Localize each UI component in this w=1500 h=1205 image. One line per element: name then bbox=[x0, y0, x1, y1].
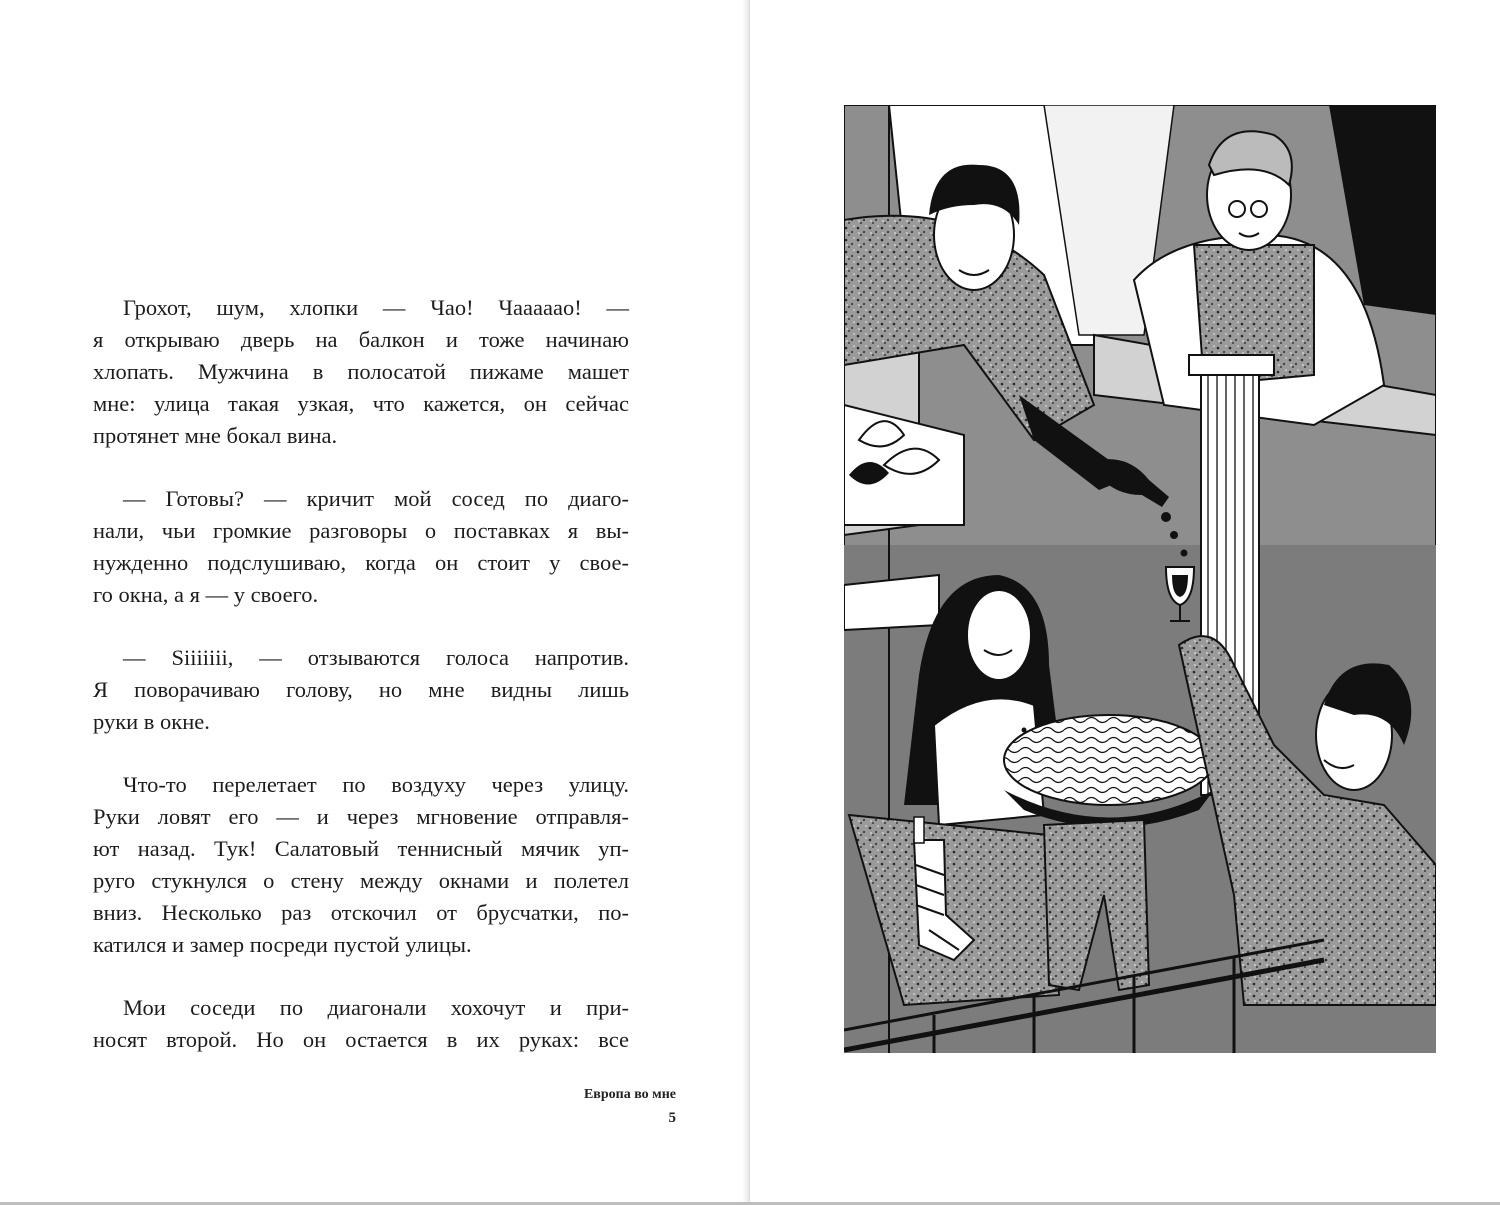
text-line: нали, чьи громкие разговоры о поставках я вы- bbox=[93, 518, 629, 543]
text-line: Грохот, шум, хлопки — Чао! Чаааааo! — bbox=[123, 295, 629, 320]
text-line: — Siiiiiii, — отзываются голоса напротив. bbox=[123, 645, 629, 670]
text-line: руго стукнулся о стену между окнами и полетел bbox=[93, 868, 629, 893]
text-line: катился и замер посреди пустой улицы. bbox=[93, 932, 472, 957]
paragraph bbox=[93, 483, 629, 611]
text-line: Что-то перелетает по воздуху через улицу. bbox=[123, 772, 629, 797]
paragraph bbox=[93, 992, 629, 1056]
page-number: 5 bbox=[668, 1110, 676, 1126]
paragraph bbox=[93, 769, 629, 961]
running-title: Европа во мне bbox=[583, 1087, 676, 1102]
paragraph bbox=[93, 292, 629, 452]
text-line: Руки ловят его — и через мгновение отправля- bbox=[93, 804, 629, 829]
text-line: руки в окне. bbox=[93, 709, 210, 734]
text-line: я открываю дверь на балкон и тоже начинаю bbox=[93, 327, 629, 352]
street-balcony-illustration-icon bbox=[844, 105, 1436, 1053]
text-line: хлопать. Мужчина в полосатой пижаме машет bbox=[93, 359, 629, 384]
text-line: мне: улица такая узкая, что кажется, он сейчас bbox=[93, 391, 629, 416]
text-line: ют назад. Тук! Салатовый теннисный мячик уп- bbox=[93, 836, 629, 861]
text-line: го окна, а я — у своего. bbox=[93, 582, 319, 607]
body-text bbox=[93, 292, 629, 1087]
text-line: носят второй. Но он остается в их руках: все bbox=[93, 1027, 629, 1052]
left-page bbox=[0, 0, 748, 1202]
text-line: Мои соседи по диагонали хохочут и при- bbox=[123, 995, 629, 1020]
paragraph bbox=[93, 642, 629, 738]
text-line: нужденно подслушиваю, когда он стоит у свое- bbox=[93, 550, 629, 575]
text-line: протянет мне бокал вина. bbox=[93, 423, 338, 448]
text-line: — Готовы? — кричит мой сосед по диаго- bbox=[123, 486, 629, 511]
text-line: Я поворачиваю голову, но мне видны лишь bbox=[93, 677, 629, 702]
text-line: вниз. Несколько раз отскочил от брусчатки, по- bbox=[93, 900, 629, 925]
